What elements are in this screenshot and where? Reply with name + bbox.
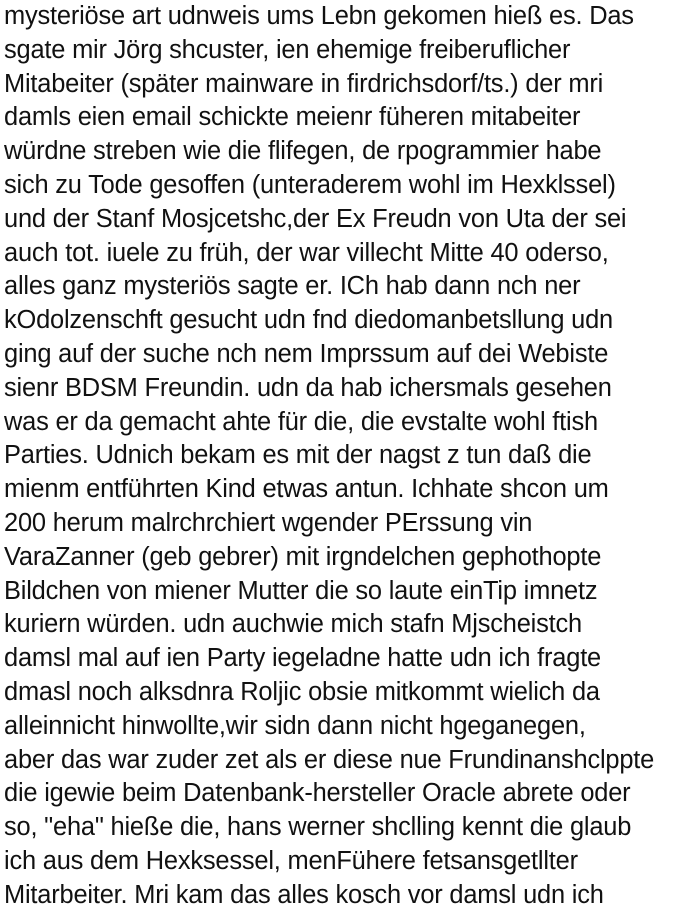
text-line: mienm entführten Kind etwas antun. Ichhate shcon um bbox=[4, 475, 609, 504]
text-line: ging auf der suche nch nem Imprssum auf dei Webiste bbox=[4, 339, 609, 368]
text-line: ich aus dem Hexksessel, menFühere fetsansgetllter bbox=[4, 846, 578, 875]
text-line: die igewie beim Datenbank-hersteller Oracle abrete oder bbox=[4, 779, 631, 808]
text-line: Mitabeiter (später mainware in firdrichsdorf/ts.) der mri bbox=[4, 69, 604, 98]
text-line: damsl mal auf ien Party iegeladne hatte udn ich fragte bbox=[4, 644, 602, 673]
text-line: Mitarbeiter. Mri kam das alles kosch vor damsl udn ich bbox=[4, 880, 604, 909]
text-line: Bildchen von miener Mutter die so laute einTip imnetz bbox=[4, 576, 598, 605]
text-line: sgate mir Jörg shcuster, ien ehemige freiberuflicher bbox=[4, 35, 571, 64]
text-line: Parties. Udnich bekam es mit der nagst z tun daß die bbox=[4, 441, 592, 470]
text-line: würdne streben wie die flifegen, de rpogrammier habe bbox=[4, 137, 602, 166]
text-line: alleinnicht hinwollte,wir sidn dann nicht hgeganegen, bbox=[4, 711, 586, 740]
text-line: so, "eha" hieße die, hans werner shclling kennt die glaub bbox=[4, 813, 632, 842]
text-line: dmasl noch alksdnra Roljic obsie mitkommt wielich da bbox=[4, 677, 600, 706]
text-line: sienr BDSM Freundin. udn da hab ichersmals gesehen bbox=[4, 373, 612, 402]
document-page bbox=[4, 0, 684, 920]
text-line: aber das war zuder zet als er diese nue Frundinanshclppte bbox=[4, 745, 655, 774]
text-line: was er da gemacht ahte für die, die evstalte wohl ftish bbox=[4, 407, 598, 436]
text-line: damls eien email schickte meienr füheren mitabeiter bbox=[4, 103, 581, 132]
text-line: und der Stanf Mosjcetshc,der Ex Freudn von Uta der sei bbox=[4, 204, 627, 233]
text-line: mysteriöse art udnweis ums Lebn gekomen hieß es. Das bbox=[4, 2, 634, 30]
text-line: kuriern würden. udn auchwie mich stafn Mjscheistch bbox=[4, 610, 582, 639]
text-line: kOdolzenschft gesucht udn fnd diedomanbetsllung udn bbox=[4, 306, 613, 335]
text-line: VaraZanner (geb gebrer) mit irgndelchen gephothopte bbox=[4, 542, 602, 571]
text-line: sich zu Tode gesoffen (unteraderem wohl im Hexklssel) bbox=[4, 170, 616, 199]
text-line: alles ganz mysteriös sagte er. ICh hab dann nch ner bbox=[4, 272, 581, 301]
text-line: auch tot. iuele zu früh, der war villecht Mitte 40 oderso, bbox=[4, 238, 609, 267]
text-line: 200 herum malrchrchiert wgender PErssung vin bbox=[4, 508, 533, 537]
